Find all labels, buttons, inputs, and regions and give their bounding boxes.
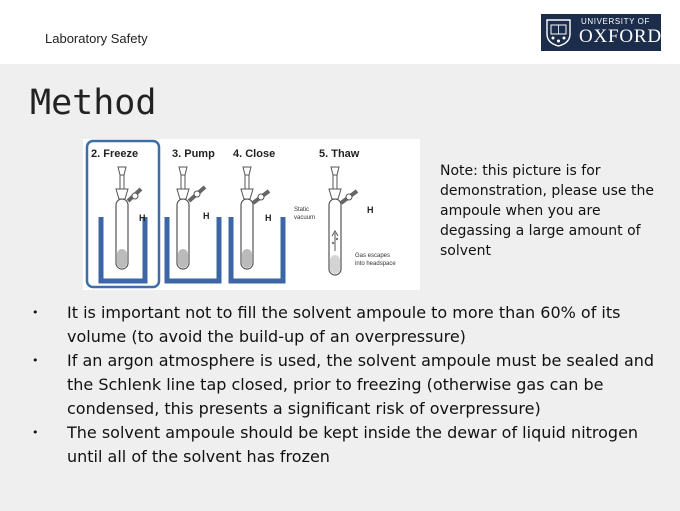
bullet-text: It is important not to fill the solvent ampoule to more than 60% of its volume (to avoid the build-up of an overpressure) <box>67 303 621 346</box>
step-label-thaw: 5. Thaw <box>319 148 360 160</box>
slide-header <box>0 0 680 64</box>
logo-university-of: UNIVERSITY OF <box>581 17 650 26</box>
bullet-item <box>0 349 680 421</box>
oxford-logo <box>541 14 661 51</box>
static-vacuum-label-1: Static <box>294 207 310 213</box>
step-label-pump: 3. Pump <box>172 148 215 160</box>
step-label-freeze: 2. Freeze <box>91 148 139 160</box>
bullet-marker: • <box>32 354 39 367</box>
static-vacuum-label-2: vacuum <box>294 215 316 221</box>
ampoule-pump <box>167 167 219 281</box>
bullet-text: The solvent ampoule should be kept inside the dewar of liquid nitrogen until all of the solvent has frozen <box>67 423 639 466</box>
slide-heading: Method <box>30 83 157 123</box>
gas-escape-label-2: into headspace <box>355 261 396 267</box>
bullet-marker: • <box>32 426 39 439</box>
bullet-marker: • <box>32 306 39 319</box>
crest-icon <box>545 18 572 47</box>
tap-label-thaw: H <box>367 205 374 215</box>
bullet-text: If an argon atmosphere is used, the solvent ampoule must be sealed and the Schlenk line tap closed, prior to freezing (otherwise gas can be condensed, this presents a significant risk of overpressure) <box>67 351 655 418</box>
tap-label-freeze: H <box>139 213 146 223</box>
header-title: Laboratory Safety <box>45 31 148 46</box>
ampoule-thaw <box>294 167 396 275</box>
gas-escape-label-1: Gas escapes <box>355 253 391 259</box>
note-text: Note: this picture is for demonstration, please use the ampoule when you are degassing a large amount of solvent <box>440 163 654 259</box>
step-label-close: 4. Close <box>233 148 276 160</box>
slide-content <box>0 64 680 511</box>
bullet-list <box>0 301 680 469</box>
bullet-item <box>0 421 680 469</box>
freeze-pump-thaw-diagram <box>83 139 420 290</box>
tap-label-pump: H <box>203 211 210 221</box>
tap-label-close: H <box>265 213 272 223</box>
bullet-item <box>0 301 680 349</box>
ampoule-freeze <box>101 167 146 281</box>
ampoule-close <box>231 167 283 281</box>
logo-oxford: OXFORD <box>579 26 662 47</box>
